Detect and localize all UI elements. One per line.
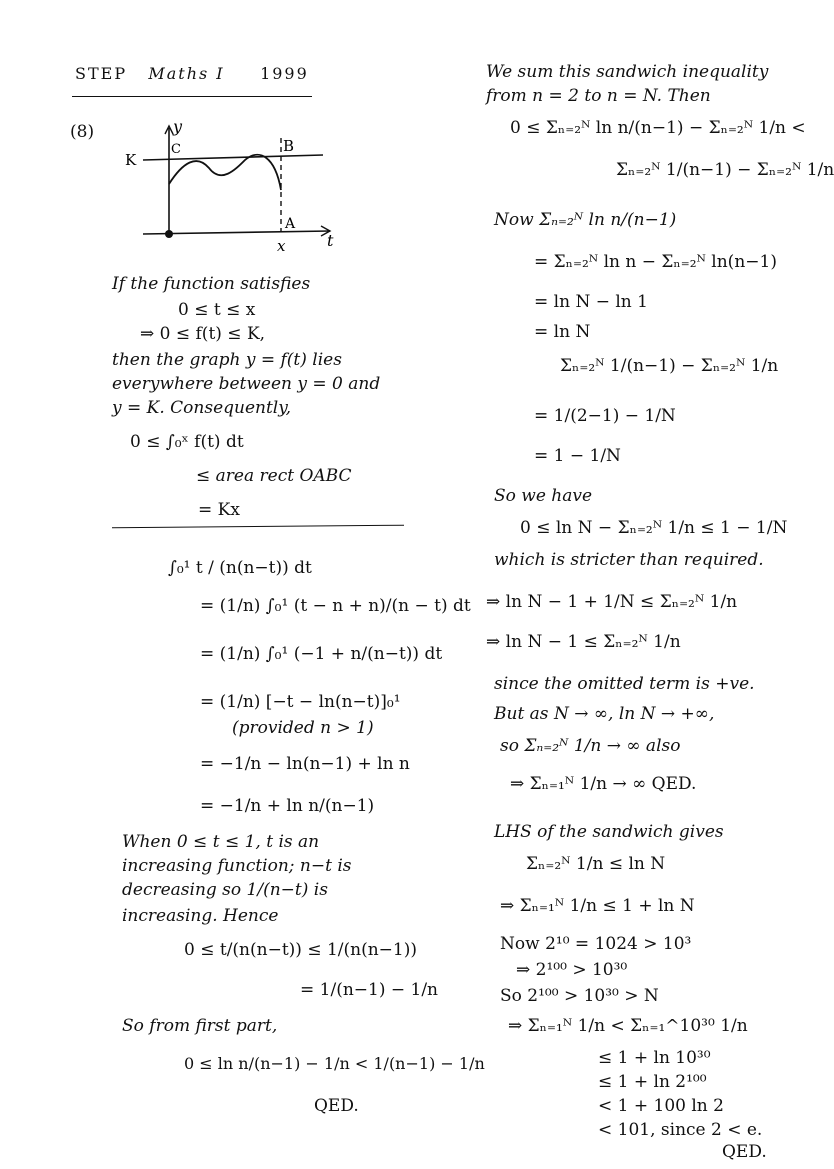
right-line-28: ≤ 1 + ln 10³⁰ (598, 1048, 711, 1068)
k-line (143, 155, 323, 160)
right-line-27: ⇒ Σₙ₌₁ᴺ 1/n < Σₙ₌₁^10³⁰ 1/n (508, 1016, 748, 1036)
left-line-13: = (1/n) [−t − ln(n−t)]₀¹ (200, 692, 401, 712)
left-line-25: QED. (314, 1096, 359, 1116)
section-divider (112, 525, 404, 529)
left-line-2: 0 ≤ t ≤ x (178, 300, 256, 320)
right-line-6: = Σₙ₌₂ᴺ ln n − Σₙ₌₂ᴺ ln(n−1) (534, 252, 777, 272)
left-line-22: = 1/(n−1) − 1/n (300, 980, 439, 1000)
right-line-14: which is stricter than required. (494, 550, 764, 570)
right-line-4: Σₙ₌₂ᴺ 1/(n−1) − Σₙ₌₂ᴺ 1/n (616, 160, 834, 180)
graph-label-c: C (171, 142, 181, 157)
header-rule (72, 96, 312, 97)
right-line-22: Σₙ₌₂ᴺ 1/n ≤ ln N (526, 854, 666, 874)
function-graph (125, 117, 334, 258)
left-line-23: So from first part, (122, 1016, 278, 1036)
left-line-17: When 0 ≤ t ≤ 1, t is an (122, 832, 320, 852)
left-line-5: everywhere between y = 0 and (112, 374, 381, 394)
right-line-31: < 101, since 2 < e. (598, 1120, 763, 1140)
right-line-20: ⇒ Σₙ₌₁ᴺ 1/n → ∞ QED. (510, 774, 697, 794)
right-line-10: = 1/(2−1) − 1/N (534, 406, 676, 426)
left-line-12: = (1/n) ∫₀¹ (−1 + n/(n−t)) dt (200, 644, 443, 664)
right-line-2: from n = 2 to n = N. Then (486, 86, 711, 106)
graph-label-x: x (277, 237, 286, 255)
right-line-15: ⇒ ln N − 1 + 1/N ≤ Σₙ₌₂ᴺ 1/n (486, 592, 738, 612)
right-line-32: QED. (722, 1142, 767, 1162)
graph-label-y: y (173, 117, 183, 136)
left-line-10: ∫₀¹ t / (n(n−t)) dt (168, 558, 312, 578)
right-line-19: so Σₙ₌₂ᴺ 1/n → ∞ also (500, 736, 681, 756)
left-line-4: then the graph y = f(t) lies (112, 350, 342, 370)
left-line-19: decreasing so 1/(n−t) is (122, 880, 328, 900)
left-line-24: 0 ≤ ln n/(n−1) − 1/n < 1/(n−1) − 1/n (184, 1054, 485, 1073)
header-year: 1999 (260, 64, 309, 83)
left-line-15: = −1/n − ln(n−1) + ln n (200, 754, 410, 774)
right-line-9: Σₙ₌₂ᴺ 1/(n−1) − Σₙ₌₂ᴺ 1/n (560, 356, 779, 376)
right-line-1: We sum this sandwich inequality (486, 62, 769, 82)
left-line-20: increasing. Hence (122, 906, 279, 926)
header-paper: Maths I (148, 64, 225, 83)
graph-label-b: B (283, 137, 295, 155)
right-line-25: ⇒ 2¹⁰⁰ > 10³⁰ (516, 960, 628, 980)
right-line-5: Now Σₙ₌₂ᴺ ln n/(n−1) (494, 210, 677, 230)
header (75, 64, 309, 83)
left-line-8: ≤ area rect OABC (196, 466, 352, 486)
left-line-16: = −1/n + ln n/(n−1) (200, 796, 375, 816)
right-line-13: 0 ≤ ln N − Σₙ₌₂ᴺ 1/n ≤ 1 − 1/N (520, 518, 788, 538)
right-line-18: But as N → ∞, ln N → +∞, (494, 704, 715, 724)
question-number: (8) (70, 122, 95, 142)
right-line-8: = ln N (534, 322, 591, 342)
left-line-6: y = K. Consequently, (112, 398, 291, 418)
right-line-21: LHS of the sandwich gives (494, 822, 724, 842)
left-line-21: 0 ≤ t/(n(n−t)) ≤ 1/(n(n−1)) (184, 940, 418, 960)
f-curve (169, 155, 281, 190)
origin-dot (165, 230, 173, 238)
right-line-26: So 2¹⁰⁰ > 10³⁰ > N (500, 986, 659, 1006)
header-title: STEP (75, 64, 128, 83)
left-line-3: ⇒ 0 ≤ f(t) ≤ K, (140, 324, 266, 344)
right-line-11: = 1 − 1/N (534, 446, 621, 466)
right-line-24: Now 2¹⁰ = 1024 > 10³ (500, 934, 692, 954)
right-line-23: ⇒ Σₙ₌₁ᴺ 1/n ≤ 1 + ln N (500, 896, 695, 916)
left-line-11: = (1/n) ∫₀¹ (t − n + n)/(n − t) dt (200, 596, 471, 616)
right-line-29: ≤ 1 + ln 2¹⁰⁰ (598, 1072, 707, 1092)
left-line-14: (provided n > 1) (232, 718, 374, 738)
graph-label-a: A (285, 216, 296, 232)
right-line-16: ⇒ ln N − 1 ≤ Σₙ₌₂ᴺ 1/n (486, 632, 681, 652)
right-line-17: since the omitted term is +ve. (494, 674, 755, 694)
left-line-7: 0 ≤ ∫₀ˣ f(t) dt (130, 432, 244, 452)
left-line-1: If the function satisfies (112, 274, 311, 294)
graph-label-t: t (327, 231, 334, 250)
right-line-3: 0 ≤ Σₙ₌₂ᴺ ln n/(n−1) − Σₙ₌₂ᴺ 1/n < (510, 118, 806, 138)
left-line-9: = Kx (198, 500, 240, 520)
left-line-18: increasing function; n−t is (122, 856, 352, 876)
right-line-7: = ln N − ln 1 (534, 292, 648, 312)
right-line-12: So we have (494, 486, 593, 506)
right-line-30: < 1 + 100 ln 2 (598, 1096, 724, 1116)
graph-label-k: K (125, 151, 137, 169)
